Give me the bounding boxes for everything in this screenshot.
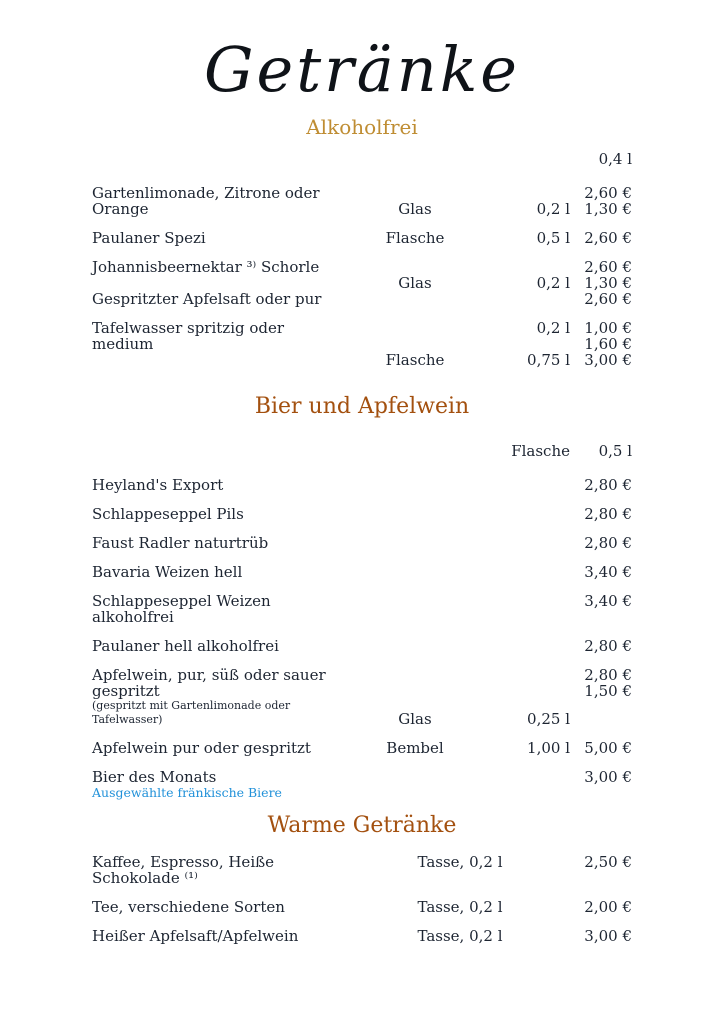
menu-item-row: [92, 638, 632, 654]
item-vessel: Glas: [398, 709, 432, 728]
item-price: 3,40 €: [584, 562, 632, 581]
item-name: Schlappeseppel Pils: [92, 504, 244, 523]
item-size: 1,00 l: [527, 738, 570, 757]
section-heading-alkoholfrei: Alkoholfrei: [306, 114, 418, 139]
section-alkoholfrei: [0, 115, 724, 368]
spacer-cell: [480, 593, 570, 609]
item-name: Tafelwasser spritzig oder medium: [92, 318, 285, 353]
spacer-cell: [350, 506, 480, 522]
item-price: 1,60 €: [584, 334, 632, 353]
item-vessel: Flasche: [385, 350, 445, 369]
item-name: Kaffee, Espresso, Heiße Schokolade ⁽¹⁾: [92, 852, 275, 887]
spacer-cell: [350, 769, 480, 785]
item-price: 5,00 €: [584, 738, 632, 757]
spacer-cell: [350, 477, 480, 493]
spacer-cell: [350, 443, 480, 459]
item-size-group: [480, 320, 570, 368]
item-vessel: Tasse, 0,2 l: [417, 926, 503, 945]
warm-menu-list: [92, 854, 632, 944]
item-name: Schlappeseppel Weizen alkoholfrei: [92, 591, 271, 626]
item-price: 1,30 €: [584, 273, 632, 292]
item-name-group: [92, 259, 350, 307]
item-size: 0,2 l: [536, 199, 570, 218]
item-vessel: Bembel: [386, 738, 444, 757]
menu-item-row: [92, 593, 632, 625]
size-column-header: 0,5 l: [598, 441, 632, 460]
item-name: Paulaner hell alkoholfrei: [92, 636, 279, 655]
menu-item-row: [92, 506, 632, 522]
spacer-cell: [480, 151, 570, 167]
spacer-cell: [480, 638, 570, 654]
item-vessel-group: [350, 320, 480, 368]
item-size: 0,25 l: [527, 709, 570, 728]
item-name-group: [92, 667, 350, 727]
menu-item-row: [92, 477, 632, 493]
item-prices: [570, 667, 632, 699]
item-size: 0,75 l: [527, 350, 570, 369]
item-price: 2,00 €: [584, 897, 632, 916]
menu-item-row: [92, 769, 632, 800]
spacer-cell: [350, 564, 480, 580]
item-vessel: Tasse, 0,2 l: [417, 897, 503, 916]
spacer-cell: [92, 151, 350, 167]
menu-item-row: [92, 899, 632, 915]
item-name: Apfelwein pur oder gespritzt: [92, 738, 311, 757]
item-vessel: Glas: [398, 273, 432, 292]
item-price: 2,60 €: [584, 257, 632, 276]
section-warme-getraenke: [0, 813, 724, 944]
item-prices: [570, 259, 632, 307]
menu-item-row: [92, 564, 632, 580]
section-heading-warm: Warme Getränke: [267, 812, 457, 838]
menu-item-row: [92, 259, 632, 307]
section-heading-bier: Bier und Apfelwein: [254, 393, 470, 419]
menu-item-row: [92, 535, 632, 551]
item-price: 2,80 €: [584, 475, 632, 494]
item-price: 1,00 €: [584, 318, 632, 337]
item-size: 0,2 l: [536, 318, 570, 337]
spacer-cell: [480, 477, 570, 493]
item-price: 2,60 €: [584, 228, 632, 247]
menu-item-row: [92, 740, 632, 756]
item-size: 0,5 l: [536, 228, 570, 247]
item-price: 1,50 €: [584, 681, 632, 700]
menu-item-row: [92, 928, 632, 944]
menu-item-row: [92, 320, 632, 368]
item-price: 3,40 €: [584, 591, 632, 610]
item-vessel: Glas: [398, 199, 432, 218]
spacer-cell: [480, 535, 570, 551]
spacer-cell: [480, 564, 570, 580]
spacer-cell: [350, 151, 480, 167]
item-price: 1,30 €: [584, 199, 632, 218]
menu-item-row: [92, 230, 632, 246]
item-price: 2,60 €: [584, 183, 632, 202]
item-price: 2,60 €: [584, 289, 632, 308]
spacer-cell: [92, 443, 350, 459]
item-price: 3,00 €: [584, 767, 632, 786]
alkoholfrei-menu-list: [92, 151, 632, 368]
item-name: Heyland's Export: [92, 475, 224, 494]
item-name: Gartenlimonade, Zitrone oder Orange: [92, 183, 320, 218]
size-column-header: 0,4 l: [598, 149, 632, 168]
item-name: Apfelwein, pur, süß oder sauer gespritzt: [92, 665, 326, 700]
item-name-group: [92, 769, 350, 800]
item-name: Paulaner Spezi: [92, 228, 206, 247]
item-name: Faust Radler naturtrüb: [92, 533, 269, 552]
item-price: 3,00 €: [584, 350, 632, 369]
item-prices: [570, 185, 632, 217]
menu-item-row: [92, 854, 632, 886]
spacer-cell: [480, 769, 570, 785]
item-name: Bavaria Weizen hell: [92, 562, 243, 581]
page-title: Getränke: [204, 33, 520, 106]
spacer-cell: [350, 535, 480, 551]
menu-item-row: [92, 185, 632, 217]
item-name: Heißer Apfelsaft/Apfelwein: [92, 926, 299, 945]
item-name: Tee, verschiedene Sorten: [92, 897, 285, 916]
item-price: 2,80 €: [584, 533, 632, 552]
item-price: 2,80 €: [584, 665, 632, 684]
column-header-row: [92, 443, 632, 459]
spacer-cell: [350, 593, 480, 609]
item-name: Gespritzter Apfelsaft oder pur: [92, 289, 322, 308]
item-note: (gespritzt mit Gartenlimonade oder Tafelwasser): [92, 698, 291, 726]
section-bier-und-apfelwein: [0, 394, 724, 800]
spacer-cell: [480, 506, 570, 522]
item-vessel: Tasse, 0,2 l: [417, 852, 503, 871]
item-price: 2,80 €: [584, 636, 632, 655]
menu-item-row: [92, 667, 632, 727]
item-vessel: Flasche: [385, 228, 445, 247]
vessel-column-header: Flasche: [511, 441, 570, 460]
item-note: Ausgewählte fränkische Biere: [92, 784, 282, 800]
item-price: 3,00 €: [584, 926, 632, 945]
item-size: 0,2 l: [536, 273, 570, 292]
item-name: Bier des Monats: [92, 767, 217, 786]
item-prices: [570, 320, 632, 368]
item-price: 2,80 €: [584, 504, 632, 523]
item-name: Johannisbeernektar ³⁾ Schorle: [92, 257, 320, 276]
column-header-row: [92, 151, 632, 167]
item-price: 2,50 €: [584, 852, 632, 871]
spacer-cell: [350, 638, 480, 654]
bier-menu-list: [92, 443, 632, 800]
